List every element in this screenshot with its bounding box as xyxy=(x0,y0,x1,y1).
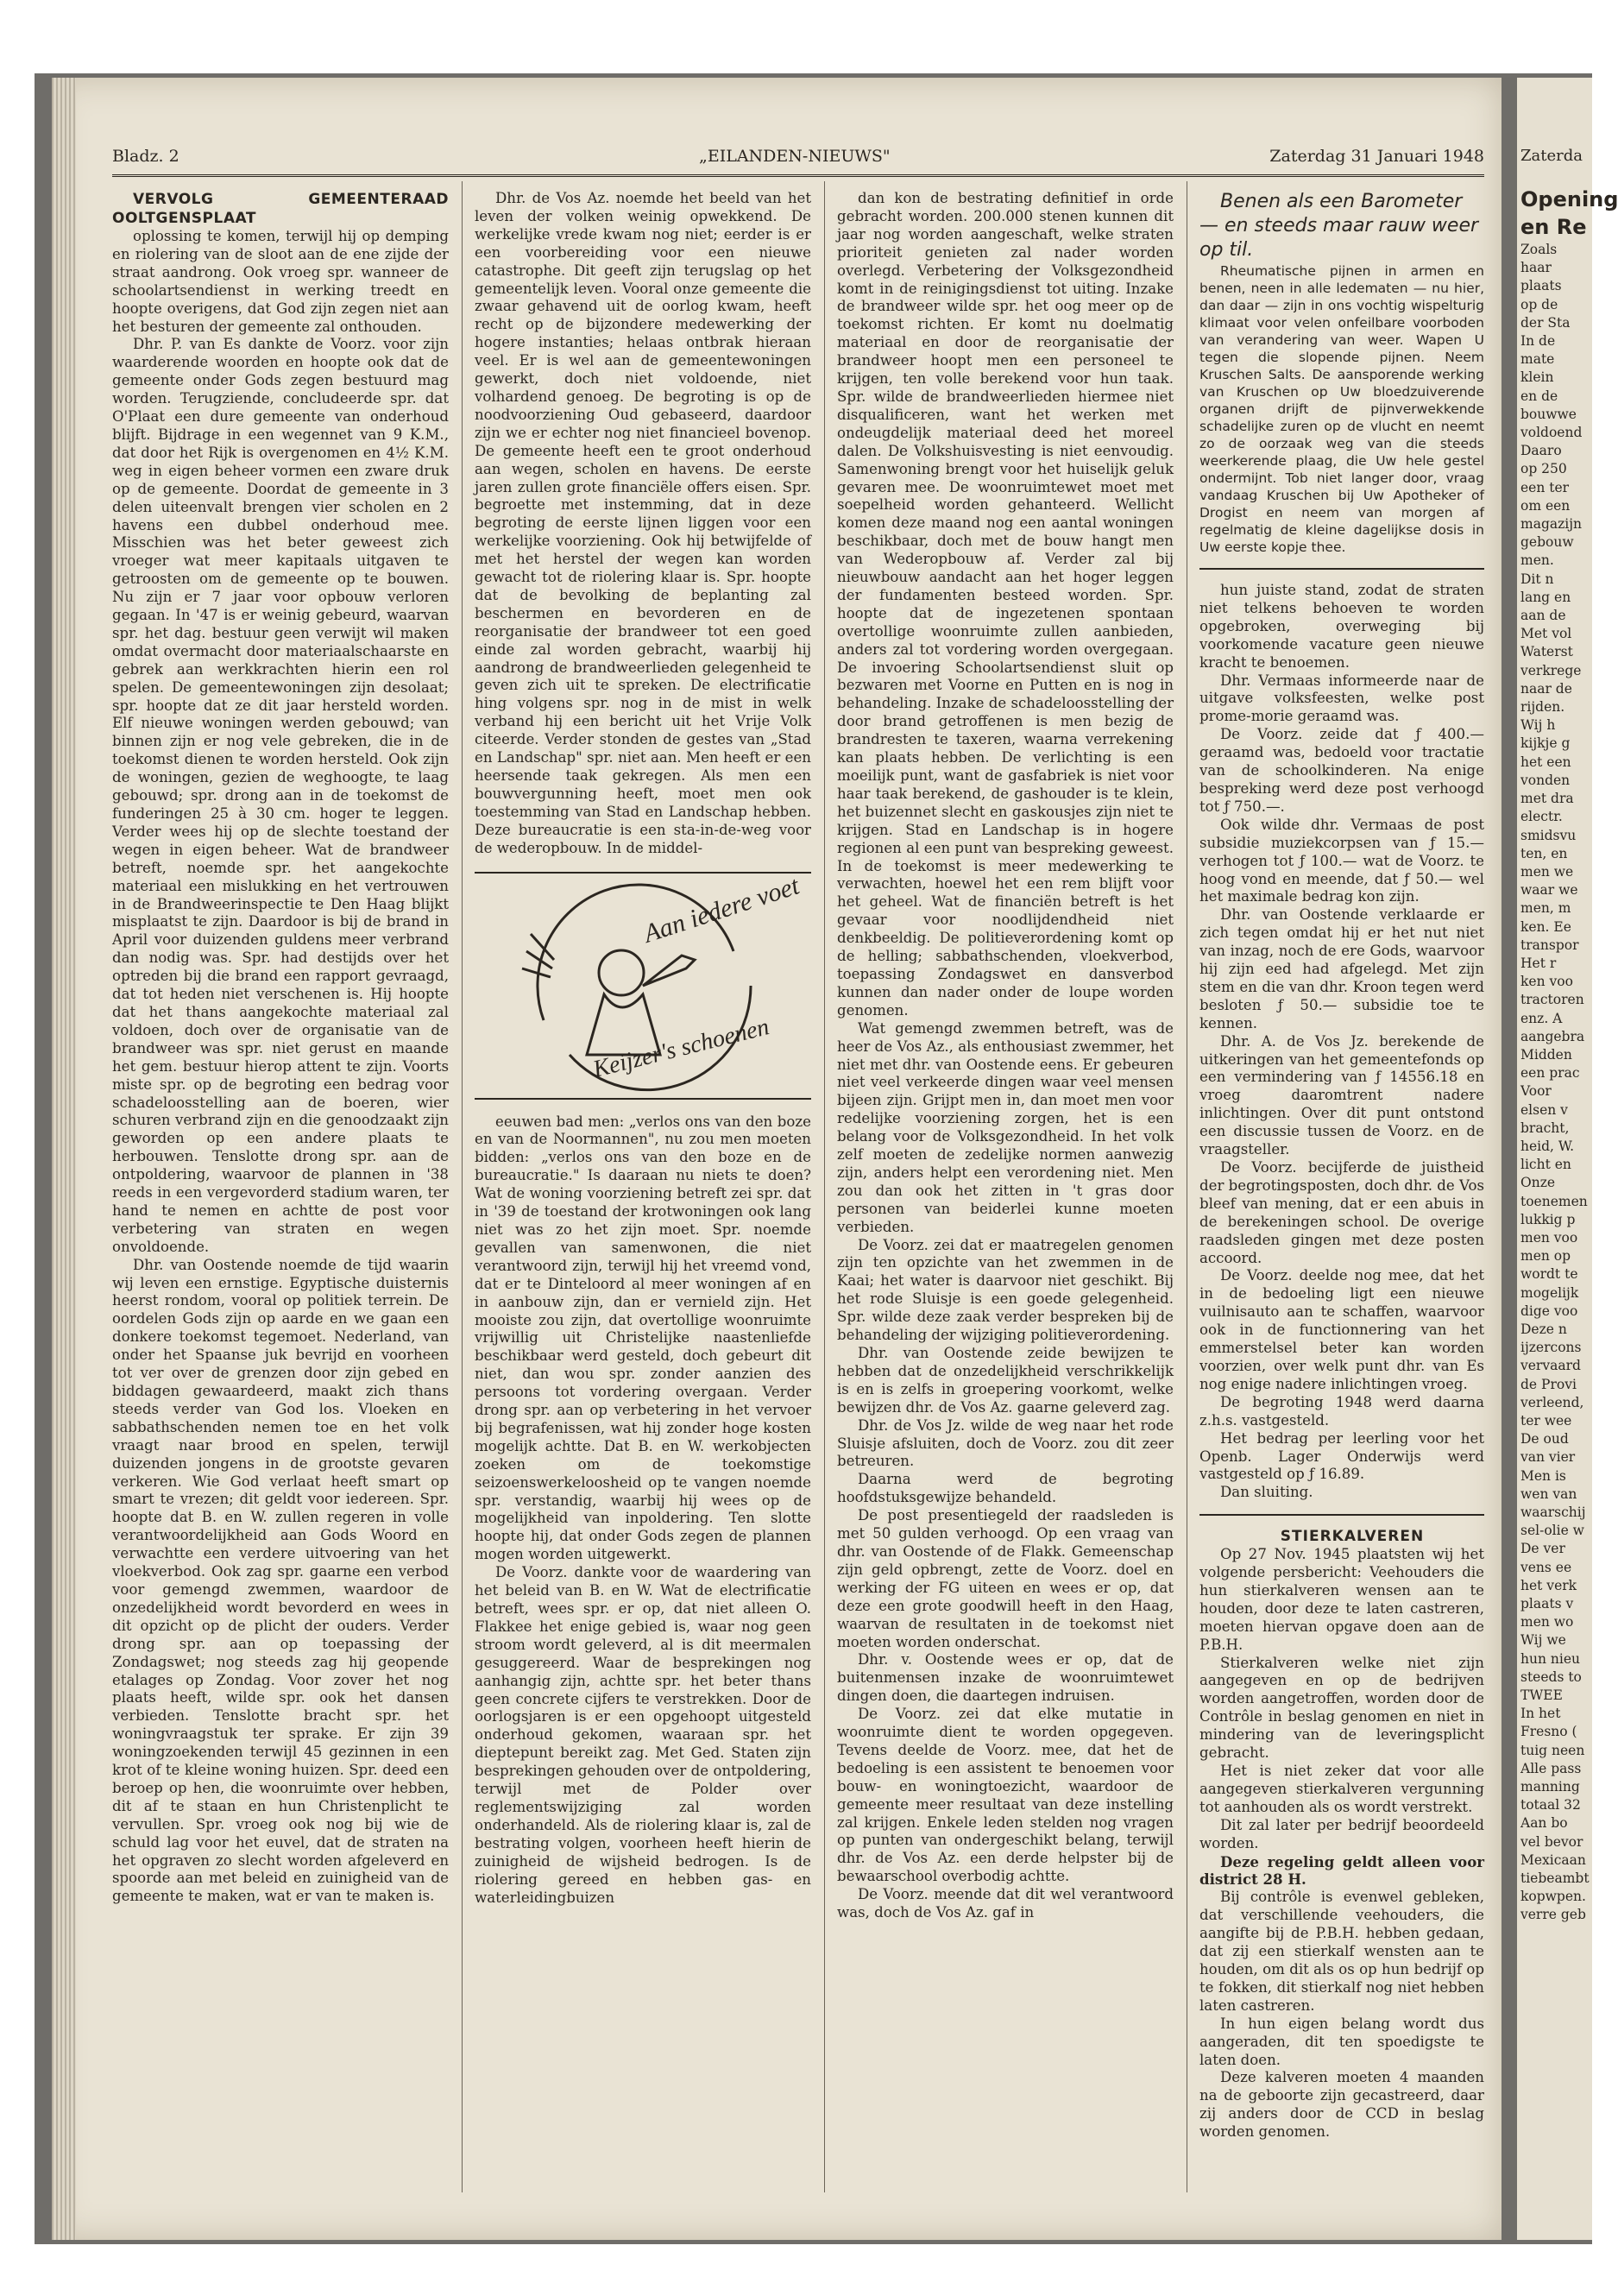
next-page-fragment: Deze n xyxy=(1520,1321,1567,1337)
next-page-fragment: verre geb xyxy=(1520,1907,1586,1923)
next-page-fragment: TWEE xyxy=(1520,1687,1563,1704)
next-page-fragment: aangebra xyxy=(1520,1028,1585,1044)
next-page-fragment: magazijn xyxy=(1520,516,1583,533)
paragraph: Dhr. A. de Vos Jz. berekende de uitkeringen van het gemeentefonds op een vermindering van ƒ 14556.18 en vroeg daaromtrent nadere inlichtingen. Over dit punt ontstond een discussie tussen de Voorz. en de vraagsteller. xyxy=(1199,1032,1484,1158)
next-page-fragment: kijkje g xyxy=(1520,735,1571,752)
next-page-fragment: vens ee xyxy=(1520,1559,1572,1575)
next-page-fragment: licht en xyxy=(1520,1157,1571,1173)
next-page-fragment: vel bevor xyxy=(1520,1833,1583,1850)
next-page-fragment: rijden. xyxy=(1520,699,1565,716)
next-page-fragment: men voo xyxy=(1520,1229,1578,1246)
next-page-fragment: verleend, xyxy=(1520,1394,1584,1410)
next-page-fragment: hun nieu xyxy=(1520,1650,1580,1667)
next-page-fragment: totaal 32 xyxy=(1520,1797,1581,1813)
next-page-fragment: kopwpen. xyxy=(1520,1889,1586,1905)
paragraph: Bij contrôle is evenwel gebleken, dat verschillende veehouders, die aangifte bij de P.B.H. hebben gedaan, dat zij een stierkalf wensten aan te houden, om dit als os op hun bedrijf op te fokken, dit stierkalf nog niet hebben laten castreren. xyxy=(1199,1889,1484,2014)
next-page-fragment: met dra xyxy=(1520,791,1574,807)
next-page-fragment: vervaard xyxy=(1520,1358,1581,1374)
paragraph: Dhr. P. van Es dankte de Voorz. voor zijn waarderende woorden en hoopte ook dat de gemeente onder Gods zegen bestuurd mag worden. Terugziende, concludeerde spr. dat O'Plaat een dure gemeente van onderhoud blijft. Bijdrage in een wegennet van 9 K.M., dat door het Rijk is overgenomen en 4½ K.M. weg in eigen beheer vormen een zware druk op de gemeente. Doordat de gemeente in 3 delen uiteenvalt brengen vier scholen en 2 havens een dubbel onderhoud mee. Misschien was het beter geweest zich vroeger wat meer kapitaals uitgaven te getroosten om de gemeente op te bouwen. Nu zijn er 7 jaar voor opbouw verloren gegaan. In '47 is er weinig gebeurd, waarvan spr. het dag. bestuur geen verwijt wil maken omdat overmacht door materiaalschaarste en gebrek aan werkkrachten hierin een rol spelen. De gemeentewoningen zijn desolaat; spr. hoopte dat ze dit jaar hersteld worden. Elf nieuwe woningen werden gebouwd; van binnen zijn er nog vele gebreken, die in de toekomst dienen te worden hersteld. Ook zijn de woningen, gezien de weghoogte, te laag gebouwd; spr. drong aan in de toekomst de funderingen 25 à 30 cm. hoger te leggen. Verder wees hij op de slechte toestand der wegen in eigen beheer. Wat de brandweer betreft, noemde spr. het aangekochte materiaal een mislukking en het vertrouwen in de Brandweerinspectie te Den Haag blijkt misplaatst te zijn. Daardoor is bij de brand in April voor duizenden guldens meer verbrand dan nodig was. Spr. had destijds over het optreden bij die brand een rapport gevraagd, dat tot heden niet verschenen is. Hij hoopte dat het thans aangekochte materiaal zal voldoen, doch over de organisatie van de brandweer was spr. niet gerust en maande het gem. bestuur hierop attent te zijn. Voorts miste spr. op de begroting een bedrag voor schadeloosstelling aan de boeren, wier schuren verbrand zijn en die genoodzaakt zijn geworden op een andere plaats te herbouwen. Tenslotte drong spr. aan de ontpoldering, waarvoor de plannen in '38 reeds in een vergevorderd stadium waren, ter hand te nemen en achtte de post voor verbetering van straten en wegen onvoldoende. xyxy=(112,336,449,1255)
paragraph: Dit zal later per bedrijf beoordeeld worden. xyxy=(1199,1816,1484,1851)
next-page-fragment: ijzercons xyxy=(1520,1340,1582,1356)
next-page-fragment: Daaro xyxy=(1520,443,1562,459)
next-page-fragment: het een xyxy=(1520,754,1571,770)
paragraph: De Voorz. zei dat er maatregelen genomen zijn ten opzichte van het zwemmen in de Kaai; het water is daarvoor niet geschikt. Bij het rode Sluisje is een goede gelegenheid. Spr. wilde deze zaak verder bespreken bij de behandeling der wijziging politieverordening. xyxy=(837,1236,1174,1344)
next-page-edge xyxy=(1517,78,1618,2240)
paragraph: Deze regeling geldt alleen voor district 28 H. xyxy=(1199,1852,1484,1889)
next-page-fragment: Met vol xyxy=(1520,626,1572,642)
next-page-fragment: smidsvu xyxy=(1520,827,1577,843)
next-page-fragment: In de xyxy=(1520,333,1556,350)
next-page-fragment: der Sta xyxy=(1520,314,1571,331)
next-page-fragment: ten, en xyxy=(1520,845,1568,861)
next-page-fragment: plaats v xyxy=(1520,1596,1574,1612)
paragraph: Het is niet zeker dat voor alle aangegeven stierkalveren vergunning tot aanhouden als os wordt verstrekt. xyxy=(1199,1763,1484,1815)
woman-head-icon xyxy=(599,950,644,995)
next-page-fragment: dige voo xyxy=(1520,1303,1578,1319)
ad-illustration xyxy=(475,870,811,1094)
next-page-fragment: mate xyxy=(1520,351,1555,368)
next-page-fragment: wen van xyxy=(1520,1485,1577,1502)
paragraph: Dhr. v. Oostende wees er op, dat de buitenmensen inzake de woonruimtewet dingen doen, die daartegen indruisen. xyxy=(837,1651,1174,1705)
next-page-fragment: men. xyxy=(1520,552,1554,569)
paragraph: De Voorz. deelde nog mee, dat het in de bedoeling ligt een nieuwe vuilnisauto aan te schaffen, waarvoor ook in de functionnering van het emmerstelsel beter kan worden voorzien, over welk punt dhr. van Es nog enige nadere inlichtingen vroeg. xyxy=(1199,1267,1484,1392)
ad-slogan-top: Aan iedere voet xyxy=(639,870,803,949)
paragraph: Deze kalveren moeten 4 maanden na de geboorte zijn gecastreerd, daar zij anders door de CCD in beslag worden genomen. xyxy=(1199,2069,1484,2141)
paragraph: dan kon de bestrating definitief in orde gebracht worden. 200.000 stenen kunnen dit jaar nog worden aangeschaft, welke straten prioriteit genieten zal nader worden overlegd. Verbetering der Volksgezondheid komt in de reinigingsdienst tot uiting. Inzake de brandweer wilde spr. het oog meer op de toekomst richten. Er komt nu doelmatig materiaal en door de reorganisatie der brandweer hoopt men een personeel te krijgen, ten volle berekend voor hun taak. Spr. wilde de brandweerlieden hiermee niet disqualificeren, want het werken met ondeugdelijk materiaal deed het moreel dalen. De Volkshuisvesting is niet eenvoudig. Samenwoning brengt voor het huiselijk geluk gevaren mee. De woonruimtewet moet met soepelheid worden gehanteerd. Wellicht komen deze maand nog een aantal woningen beschikbaar, doch met de bouw hangt men van Wederopbouw af. Verder zal bij nieuwbouw aandacht aan het hoger leggen der fundamenten besteed worden. Spr. hoopte dat de ingezetenen spontaan overtollige woonruimte zullen aanbieden, anders zal tot vordering worden overgegaan. De invoering Schoolartsendienst sluit op bezwaren met Voorne en Putten en is nog in behandeling. Inzake de schadeloosstelling der door brand getroffenen is men bezig de brandresten te taxeren, waarna verrekening kan plaats hebben. De verlichting is een moeilijk punt, want de gasfabriek is niet voor haar taak berekend, de gashouder is te klein, het buizennet slecht en gaskousjes zijn niet te krijgen. Stad en Landschap is in hogere regionen al een punt van bespreking geweest. In de toekomst is meer medewerking te verwachten, hoewel het een rem blijft voor het geheel. Wat de financiën betreft is het gevaar voor noodlijdendheid niet denkbeeldig. De politieverordening komt op de helling; sabbathschenden, vloekverbod, toepassing Zondagswet en dansverbod kunnen dan nader onder de loupe worden genomen. xyxy=(837,190,1174,1019)
next-page-fragment: men we xyxy=(1520,863,1574,880)
next-page-fragment: Voor xyxy=(1520,1083,1552,1100)
next-page-fragment: steeds to xyxy=(1520,1668,1582,1685)
paragraph: De post presentiegeld der raadsleden is met 50 gulden verhoogd. Op een vraag van dhr. van Oostende of de Flakk. Gemeenschap zijn geld opbrengt, zette de Voorz. doel en werking der FG uiteen en wees er op, dat deze een grote goodwill heeft in den Haag, waarvan de resultaten in de toekomst niet moeten worden onderschat. xyxy=(837,1507,1174,1650)
next-page-fragment: haar xyxy=(1520,260,1552,276)
paragraph: Dhr. Vermaas informeerde naar de uitgave volksfeesten, welke post prome-morie geraamd was. xyxy=(1199,672,1484,725)
next-page-fragment: van vier xyxy=(1520,1449,1576,1466)
kruschen-ad-headline: Benen als een Barometer — en steeds maar rauw weer op til. xyxy=(1199,191,1479,261)
next-page-fragment: men op xyxy=(1520,1248,1571,1265)
next-page-fragment: wordt te xyxy=(1520,1266,1578,1283)
next-page-fragment: electr. xyxy=(1520,809,1563,825)
paragraph: Dhr. de Vos Jz. wilde de weg naar het rode Sluisje afsluiten, doch de Voorz. zou dit zeer betreuren. xyxy=(837,1416,1174,1470)
next-page-fragment: op de xyxy=(1520,296,1558,312)
next-page-fragment: ter wee xyxy=(1520,1413,1572,1429)
issue-date: Zaterdag 31 Januari 1948 xyxy=(1269,147,1484,166)
next-page-fragment: mogelijk xyxy=(1520,1284,1579,1301)
next-page-fragment: lukkig p xyxy=(1520,1211,1576,1227)
paragraph: De Voorz. dankte voor de waardering van het beleid van B. en W. Wat de electrificatie betreft, wees spr. er op, dat niet alleen O. Flakkee het enige gebied is, waar nog geen stroom wordt geleverd, al is dit meermalen gesuggereerd. Waar de besprekingen nog aanhangig zijn, achtte spr. het beter thans geen concrete cijfers te verstrekken. Door de oorlogsjaren is er een opgehoopt uitgesteld onderhoud gekomen, waaraan spr. het dieptepunt bereikt zag. Met Ged. Staten zijn besprekingen gehouden over de ontpoldering, terwijl met de Polder over reglementswijziging zal worden onderhandeld. Als de riolering klaar is, zal de bestrating volgen, voorheen heeft hierin de zuinigheid de wijsheid bedrogen. Is de riolering gereed en hebben gas- en waterleidingbuizen xyxy=(475,1564,811,1906)
next-page-fragment: het verk xyxy=(1520,1577,1577,1593)
next-page-header: Zaterda xyxy=(1520,147,1583,165)
next-page-fragment: bouwwe xyxy=(1520,406,1577,422)
next-page-fragment: enz. A xyxy=(1520,1010,1563,1026)
paragraph: De begroting 1948 werd daarna z.h.s. vastgesteld. xyxy=(1199,1393,1484,1429)
page-header xyxy=(112,147,1484,173)
next-page-fragment: om een xyxy=(1520,497,1571,514)
next-page-fragment: De oud xyxy=(1520,1431,1569,1448)
next-page-fragment: toenemen xyxy=(1520,1193,1588,1209)
next-page-fragment: Midden xyxy=(1520,1046,1572,1063)
next-page-fragment: waar we xyxy=(1520,882,1578,899)
next-page-fragment: klein xyxy=(1520,369,1554,386)
next-page-fragment: ken. Ee xyxy=(1520,918,1571,935)
next-page-fragment: een prac xyxy=(1520,1065,1580,1082)
section-divider xyxy=(1199,568,1484,570)
paragraph: De Voorz. zeide dat ƒ 400.— geraamd was, bedoeld voor tractatie van de schoolkinderen. Na enige bespreking werd deze post verhoogd tot ƒ 750.—. xyxy=(1199,726,1484,815)
next-page-fragment: aan de xyxy=(1520,608,1566,624)
paragraph: Stierkalveren welke niet zijn aangegeven en op de bedrijven worden aangetroffen, worden door de Contrôle in beslag genomen en niet in mindering van de leveringsplicht gebracht. xyxy=(1199,1654,1484,1762)
paragraph: eeuwen bad men: „verlos ons van den boze en van de Noormannen", nu zou men moeten bidden: „verlos ons van den boze en de bureaucratie." Is daaraan nu niets te doen? Wat de woning voorziening betreft zei spr. dat in '39 de toestand der krotwoningen ook lang niet was zo het zijn moet. Spr. noemde gevallen van samenwonen, die niet verantwoord zijn, terwijl hij het vreemd vond, dat er te Dinteloord al meer woningen af en in aanbouw zijn, dan er vernield zijn. Het mooiste zou zijn, dat overtollige woonruimte vrijwillig uit Christelijke naastenliefde beschikbaar werd gesteld, doch gebeurt dit niet, dan wou spr. zonder aanzien des persoons tot vordering overgaan. Verder drong spr. aan op verbetering in het vervoer bij begrafenissen, wat hij zonder hoge kosten mogelijk achtte. Dat B. en W. werkobjecten zoeken om de toekomstige seizoenswerkeloosheid op te vangen noemde spr. verstandig, waarbij hij wees op de mogelijkheid van inpoldering. Ten slotte hoopte hij, dat onder Gods zegen de plannen mogen worden uitgewerkt. xyxy=(475,1113,811,1563)
next-page-fragment: vonden xyxy=(1520,772,1571,788)
paragraph: Op 27 Nov. 1945 plaatsten wij het volgende persbericht: Veehouders die hun stierkalveren wensen aan te houden, door deze te laten castreren, moeten hiervan opgave doen aan de P.B.H. xyxy=(1199,1546,1484,1653)
next-page-fragment: De ver xyxy=(1520,1541,1565,1557)
paragraph: oplossing te komen, terwijl hij op demping en riolering van de sloot aan de ene zijde der straat aandrong. Ook vroeg spr. wanneer de schoolartsendienst in werking treedt en hoopte overigens, dat God zijn zegen niet aan het besturen der gemeente zal onthouden. xyxy=(112,228,449,335)
scan-background xyxy=(35,73,1618,2244)
next-page-fragment: sel-olie w xyxy=(1520,1523,1584,1539)
next-page-fragment: Wij we xyxy=(1520,1632,1566,1649)
next-page-fragment: transpor xyxy=(1520,937,1579,953)
next-page-fragment: naar de xyxy=(1520,680,1572,697)
next-page-fragment: manning xyxy=(1520,1779,1580,1795)
next-page-fragment: op 250 xyxy=(1520,461,1567,477)
paragraph: Dhr. van Oostende zeide bewijzen te hebben dat de onzedelijkheid verschrikkelijk is en is zelfs in groepering voorkomt, welke bewijzen dhr. de Vos Az. gaarne geleverd zag. xyxy=(837,1345,1174,1416)
next-page-fragment: Opening xyxy=(1520,187,1618,211)
next-page-fragment: lang en xyxy=(1520,589,1571,605)
section-divider xyxy=(1199,1514,1484,1516)
next-page-fragment: gebouw xyxy=(1520,534,1574,551)
next-page-fragment: voldoend xyxy=(1520,425,1583,441)
next-page-fragment: Men is xyxy=(1520,1467,1566,1484)
next-page-fragment: tuig neen xyxy=(1520,1742,1585,1758)
next-page-fragment: en de xyxy=(1520,388,1558,404)
next-page-fragment: Dit n xyxy=(1520,571,1554,587)
next-page-fragment: Onze xyxy=(1520,1175,1556,1191)
paragraph: De Voorz. zei dat elke mutatie in woonruimte dient te worden opgegeven. Tevens deelde de Voorz. mee, dat het de bedoeling is een assistent te benoemen voor bouw- en woningtoezicht, waardoor de gemeente meer resultaat van deze instelling zal krijgen. Enkele leden stelden nog vragen op punten van ondergeschikt belang, terwijl dhr. de Vos Az. een derde helpster bij de bewaarschool overbodig achtte. xyxy=(837,1706,1174,1885)
paragraph: In hun eigen belang wordt dus aangeraden, dit ten spoedigste te laten doen. xyxy=(1199,2015,1484,2068)
shoe-icon xyxy=(643,956,695,986)
next-page-fragment: men, m xyxy=(1520,900,1571,917)
next-page-fragment: verkrege xyxy=(1520,662,1582,678)
next-page-fragment: tractoren xyxy=(1520,992,1584,1008)
next-page-fragments xyxy=(1520,186,1618,1925)
column-3 xyxy=(837,190,1174,1922)
column-rule xyxy=(462,181,463,2192)
newspaper-page xyxy=(52,78,1502,2240)
next-page-fragment: Waterst xyxy=(1520,644,1573,660)
kruschen-ad-body: Rheumatische pijnen in armen en benen, neen in alle ledematen — nu hier, dan daar — zijn in ons vochtig wispelturig klimaat voor velen onfeilbare voorboden van verandering van weer. Wapen U tegen die slopende pijnen. Neem Kruschen Salts. De aansporende werking van Kruschen op Uw bloedzuiverende organen drijft de pijnverwekkende schadelijke zuren op de vlucht en neemt zo de oorzaak weg van die steeds weerkerende plaag, die Uw hele gestel ondermijnt. Tob niet langer door, vraag vandaag Kruschen bij Uw Apotheker of Drogist en neem van morgen af regelmatig de kleine dagelijkse dosis in Uw eerste kopje thee. xyxy=(1199,263,1484,555)
next-page-fragment: plaats xyxy=(1520,278,1562,294)
page-binding xyxy=(52,78,76,2240)
ad-slogan-bottom: Keijzer's schoenen xyxy=(590,1012,772,1083)
paragraph: hun juiste stand, zodat de straten niet telkens behoeven te worden opgebroken, overweging bij voorkomende vacature geen nieuwe kracht te benoemen. xyxy=(1199,582,1484,671)
next-page-fragment: de Provi xyxy=(1520,1376,1577,1392)
next-page-fragment: waarschij xyxy=(1520,1504,1586,1521)
paragraph: De Voorz. becijferde de juistheid der begrotingsposten, doch dhr. de Vos bleef van mening, dat er een abuis in de berekeningen school. De overige raadsleden gingen met deze posten accoord. xyxy=(1199,1159,1484,1266)
next-page-fragment: ken voo xyxy=(1520,974,1573,990)
next-page-fragment: elsen v xyxy=(1520,1101,1568,1118)
next-page-fragment: tiebeambt xyxy=(1520,1870,1590,1887)
article-title: VERVOLG GEMEENTERAAD OOLTGENSPLAAT xyxy=(112,191,449,227)
article-subtitle: STIERKALVEREN xyxy=(1280,1528,1425,1546)
column-4 xyxy=(1199,190,1484,2141)
newspaper-title: „EILANDEN-NIEUWS" xyxy=(699,147,891,166)
next-page-fragment: men wo xyxy=(1520,1614,1574,1631)
paragraph: Dhr. van Oostende verklaarde er zich tegen omdat hij er het nut niet van inzag, noch de ere Gods, waarvoor hij zijn eed had afgelegd. Met zijn stem en die van dhr. Kroon tegen werd besloten ƒ 50.— subsidie toe te kennen. xyxy=(1199,906,1484,1031)
paragraph: De Voorz. meende dat dit wel verantwoord was, doch de Vos Az. gaf in xyxy=(837,1886,1174,1921)
next-page-fragment: Wij h xyxy=(1520,717,1556,734)
next-page-fragment: Het r xyxy=(1520,955,1557,971)
next-page-fragment: Alle pass xyxy=(1520,1760,1582,1776)
keijzer-shoes-ad xyxy=(475,872,811,1100)
next-page-fragment: bracht, xyxy=(1520,1120,1570,1136)
column-rule xyxy=(824,181,825,2192)
next-page-fragment: Aan bo xyxy=(1520,1815,1568,1832)
paragraph: Dan sluiting. xyxy=(1220,1484,1313,1501)
page-number: Bladz. 2 xyxy=(112,147,179,166)
paragraph: Het bedrag per leerling voor het Openb. Lager Onderwijs werd vastgesteld op ƒ 16.89. xyxy=(1199,1429,1484,1483)
column-1 xyxy=(112,190,449,1906)
next-page-fragment: en Re xyxy=(1520,215,1587,239)
paragraph: Daarna werd de begroting hoofdstuksgewijze behandeld. xyxy=(837,1471,1174,1506)
column-2 xyxy=(475,190,811,1907)
header-rule xyxy=(112,174,1484,177)
paragraph: Dhr. de Vos Az. noemde het beeld van het leven der volken weinig opwekkend. De werkelijke vrede kwam nog niet; eerder is er een voorbereiding voor een nieuwe catastrophe. Dit geeft zijn terugslag op het gemeentelijk leven. Vooral onze gemeente die zwaar gehavend uit de oorlog kwam, heeft recht op de bijzondere medewerking der hogere instanties; helaas ontbrak hieraan veel. Er is wel aan de gemeentewoningen gewerkt, doch niet voldoende, niet volhardend genoeg. De begroting is op de noodvoorziening Oud gebaseerd, daardoor zijn we er echter nog niet financieel bovenop. De gemeente heeft een te groot onderhoud aan wegen, scholen en havens. De eerste jaren zullen grote financiële offers eisen. Spr. begroette met instemming, dat in deze begroting de eerste lijnen liggen voor een werkelijke voorziening. Ook hij betwijfelde of met het herstel der wegen kan worden gewacht tot de riolering klaar is. Spr. hoopte dat de bevolking de beplanting zal beschermen en bevorderen en de reorganisatie der brandweer tot een goed einde zal worden gebracht, waarbij hij aandrong de brandweerlieden gelegenheid te geven zich uit te spreken. De electrificatie hing volgens spr. nog in de mist in welk verband hij een bericht uit het Vrije Volk citeerde. Verder stonden de gestes van „Stad en Landschap" spr. niet aan. Men heeft er een heersende taak gekregen. Als men een bouwvergunning heeft, moet men ook toestemming van Stad en Landschap hebben. Deze bureaucratie is een sta-in-de-weg voor de wederopbouw. In de middel- xyxy=(475,190,811,856)
paragraph: Wat gemengd zwemmen betreft, was de heer de Vos Az., als enthousiast zwemmer, het niet met dhr. van Oostende eens. Er gebeuren niet veel verkeerde dingen waar veel mensen bijeen zijn. Grijpt men in, dan moet men voor redelijke voorziening zorgen, het is een belang voor de Volksgezondheid. In het volk zelf moeten de zedelijke normen aanwezig zijn, anders helpt een verordening niet. Men zou dan ook het zitten in 't gras door personen van beiderlei kunne moeten verbieden. xyxy=(837,1019,1174,1235)
next-page-fragment: heid, W. xyxy=(1520,1138,1575,1154)
next-page-fragment: Mexicaan xyxy=(1520,1851,1586,1868)
next-page-fragment: Fresno ( xyxy=(1520,1724,1577,1740)
next-page-fragment: In het xyxy=(1520,1706,1561,1722)
next-page-fragment: Zoals xyxy=(1520,242,1558,257)
paragraph: Dhr. van Oostende noemde de tijd waarin wij leven een ernstige. Egyptische duisternis heerst rondom, vooral op politiek terrein. De oordelen Gods zijn op aarde en we gaan een donkere toekomst tegemoet. Nederland, van onder het Spaanse juk bevrijd en voorheen tot ver over de grenzen door zijn gebed en biddagen gewaardeerd, maakt zich thans steeds verder van God los. Vloeken en sabbathschenden nemen toe en het volk vraagt naar brood en spelen, terwijl duizenden jongens in de grootste gevaren verkeren. Wie God verlaat heeft smart op smart te vrezen; dit geldt voor iedereen. Spr. hoopte dat B. en W. zullen regeren in volle verantwoordelijkheid aan Gods Woord en verwachtte een verdere uitvoering van het vloekverbod. Ook zag spr. gaarne een verbod voor gemengd zwemmen, waardoor de onzedelijkheid wordt bevorderd en wees in dit opzicht op de plicht der ouders. Verder drong spr. aan op toepassing der Zondagswet; nog steeds zag hij geopende etalages op Zondag. Voor zover het nog plaats heeft, wilde spr. ook het dansen verbieden. Tenslotte bracht spr. het woningvraagstuk ter sprake. Er zijn 39 woningzoekenden terwijl 45 gezinnen in een krot of te kleine woning huizen. Spr. deed een beroep op hen, die woonruimte over hebben, dit af te staan en hun Christenplicht te vervullen. Spr. vroeg ook nog bij wie de schuld lag voor het euvel, dat de straten na het opgraven zo slecht worden afgeleverd en spoorde aan met beleid en zuinigheid van de gemeente te maken, wat er van te maken is. xyxy=(112,1256,449,1905)
paragraph: Ook wilde dhr. Vermaas de post subsidie muziekcorpsen van ƒ 15.— verhogen tot ƒ 100.— wat de Voorz. te hoog vond en meende, dat ƒ 50.— wel het maximale bedrag kon zijn. xyxy=(1199,816,1484,905)
next-page-fragment: een ter xyxy=(1520,479,1570,495)
